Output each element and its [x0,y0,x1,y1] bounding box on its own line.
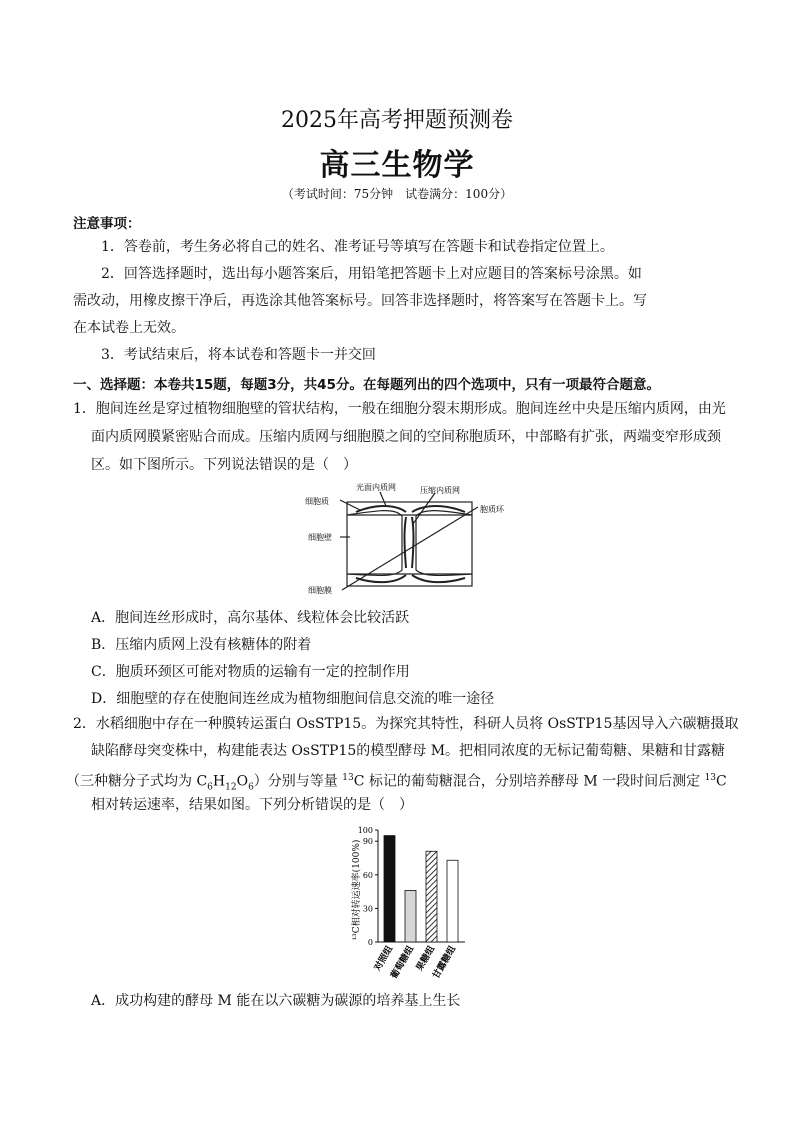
q2-line-1: 2．水稻细胞中存在一种膜转运蛋白 OsSTP15。为探究其特性，科研人员将 OsSTP15基因导入六碳糖摄取 [73,716,739,732]
y-tick-label: 100 [357,826,373,835]
category-label-2: 葡萄糖组 [389,944,417,981]
notes-item-1: 1．答卷前，考生务必将自己的姓名、准考证号等填写在答题卡和试卷指定位置上。 [101,239,614,255]
right-channel [416,511,472,576]
bar-3 [426,851,437,942]
category-label-4: 甘露糖组 [431,944,459,981]
left-channel [347,511,402,576]
exam-info: （考试时间：75分钟 试卷满分：100分） [281,187,513,201]
chart-category-labels [371,944,458,981]
label-smooth-er: 光面内质网 [356,483,396,492]
chart-y-axis-label: ¹³C相对转运速率(100%) [352,839,362,941]
label-cytoplasmic-ring: 胞质环 [480,505,504,514]
bar-4 [447,860,458,942]
category-label-3: 果糖组 [414,944,438,973]
exam-title: 2025年高考押题预测卷 [281,108,513,133]
q2-sub-6b: 6 [248,782,254,793]
label-cell-wall: 细胞壁 [308,533,332,542]
q2-line-3-part-a: （三种糖分子式均为 C [66,773,208,790]
q2-sub-6a: 6 [207,782,213,793]
q2-sup-13a: 13 [342,773,354,783]
notes-heading: 注意事项： [73,216,141,232]
plasmodesma-diagram [300,480,530,600]
y-tick-label: 60 [362,870,373,880]
q2-line-4: 相对转运速率，结果如图。下列分析错误的是（ ） [91,797,413,813]
q2-line-2: 缺陷酵母突变株中，构建能表达 OsSTP15的模型酵母 M。把相同浓度的无标记葡萄糖、果糖和甘露糖 [91,743,726,759]
bar-1 [384,836,395,942]
notes-item-2-line-2: 需改动，用橡皮擦干净后，再选涂其他答案标号。回答非选择题时，将答案写在答题卡上。写 [73,293,647,309]
transport-rate-chart [345,818,485,983]
notes-item-3: 3．考试结束后，将本试卷和答题卡一并交回 [101,347,376,363]
label-cytoplasm: 细胞质 [305,497,329,506]
notes-item-2-line-3: 在本试卷上无效。 [73,320,185,336]
q1-option-d: D．细胞壁的存在使胞间连丝成为植物细胞间信息交流的唯一途径 [91,691,495,707]
q2-line-3-part-f: C [716,773,727,790]
q2-line-3-part-b: H [212,773,226,790]
section-heading: 一、选择题：本卷共15题，每题3分，共45分。在每题列出的四个选项中，只有一项最符合题意。 [73,377,660,393]
q2-option-a: A．成功构建的酵母 M 能在以六碳糖为碳源的培养基上生长 [91,993,461,1009]
q2-sup-13b: 13 [704,773,717,783]
q1-line-1: 1．胞间连丝是穿过植物细胞壁的管状结构，一般在细胞分裂末期形成。胞间连丝中央是压缩内质网，由光 [73,401,726,417]
q2-line-3 [66,769,727,796]
bar-2 [405,890,416,942]
y-tick-label: 90 [362,837,373,847]
q1-option-a: A．胞间连丝形成时，高尔基体、线粒体会比较活跃 [91,610,410,626]
q2-sub-12: 12 [225,782,237,793]
q2-line-3-part-c: O [236,773,249,790]
chart-bars [384,836,458,942]
label-cell-membrane: 细胞膜 [308,586,332,595]
subject-title: 高三生物学 [319,148,475,183]
label-compressed-er: 压缩内质网 [420,486,460,495]
y-tick-label: 30 [362,904,373,914]
q1-option-c: C．胞质环颈区可能对物质的运输有一定的控制作用 [91,664,410,680]
q1-line-2: 面内质网膜紧密贴合而成。压缩内质网与细胞膜之间的空间称胞质环，中部略有扩张，两端变窄形成颈 [91,429,721,445]
q1-line-3: 区。如下图所示。下列说法错误的是（ ） [91,457,357,473]
q2-line-3-part-e: C 标记的葡萄糖混合，分别培养酵母 M 一段时间后测定 [353,773,705,790]
y-tick-label: 0 [367,938,373,947]
notes-item-2-line-1: 2．回答选择题时，选出每小题答案后，用铅笔把答题卡上对应题目的答案标号涂黑。如 [101,266,642,282]
q2-line-3-part-d: ）分别与等量 [253,773,343,790]
category-label-1: 对照组 [372,944,396,973]
q1-option-b: B．压缩内质网上没有核糖体的附着 [91,637,312,653]
